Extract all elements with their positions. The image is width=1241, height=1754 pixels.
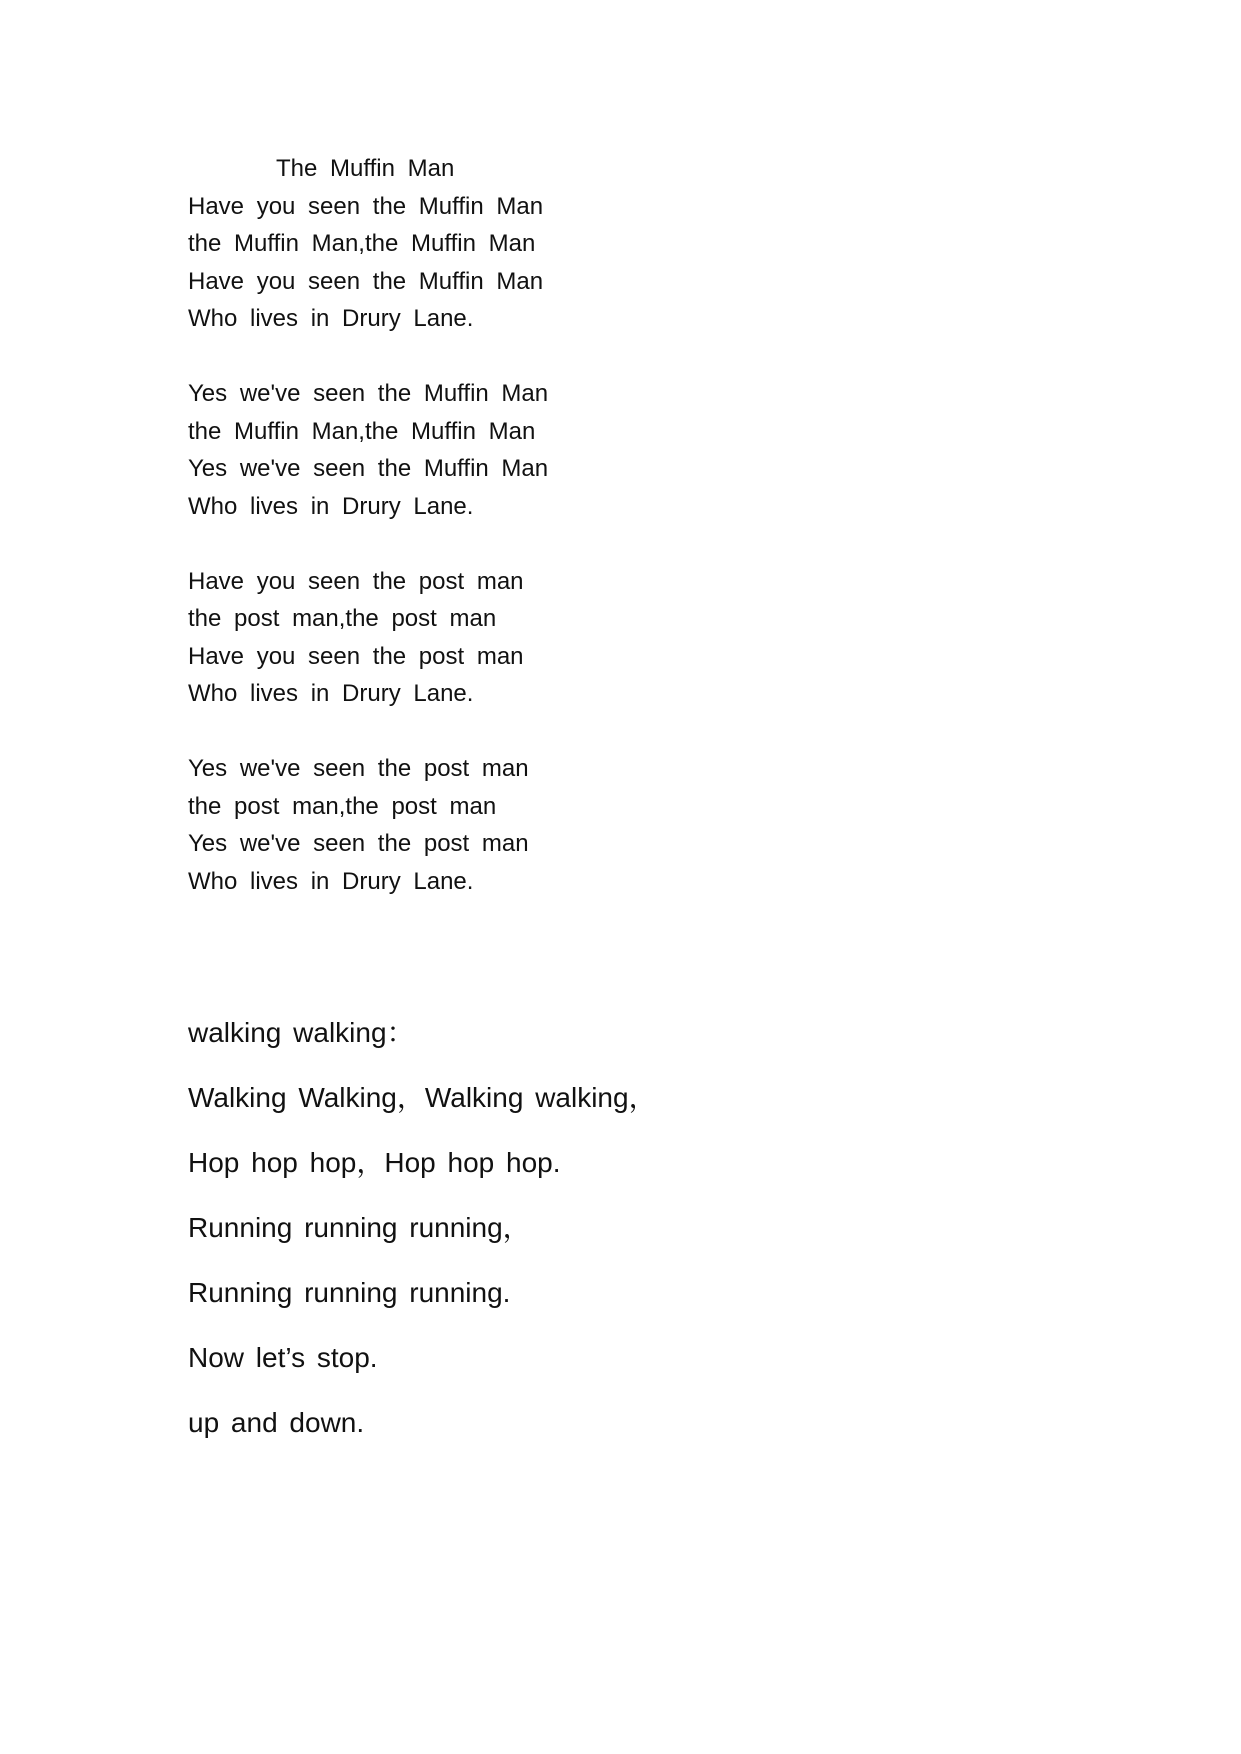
chant-line: up and down. — [188, 1407, 365, 1438]
stanza-1 — [188, 188, 888, 338]
chant-walking — [188, 1000, 988, 1455]
lyric-line: Who lives in Drury Lane. — [188, 680, 474, 707]
stanza-3 — [188, 563, 888, 713]
lyric-line: Yes we've seen the Muffin Man — [188, 380, 549, 407]
lyric-line: the post man,the post man — [188, 792, 497, 820]
chant-line: Now let’s stop. — [188, 1342, 378, 1373]
lyric-line: Yes we've seen the Muffin Man — [188, 455, 549, 482]
lyric-line: Yes we've seen the post man — [188, 830, 529, 857]
song-muffin-man — [188, 150, 888, 938]
lyric-line: Have you seen the Muffin Man — [188, 192, 544, 220]
chant-title: walking walking： — [188, 1017, 415, 1048]
lyric-line: the post man,the post man — [188, 605, 497, 632]
chant-line: Running running running， — [188, 1212, 531, 1243]
chant-line: Running running running. — [188, 1277, 511, 1308]
stanza-4 — [188, 750, 888, 900]
lyric-line: Have you seen the post man — [188, 567, 524, 595]
lyric-line: the Muffin Man,the Muffin Man — [188, 230, 536, 257]
chant-line: Walking Walking，Walking walking， — [188, 1082, 657, 1113]
lyric-line: Who lives in Drury Lane. — [188, 492, 474, 520]
lyric-line: Have you seen the post man — [188, 642, 524, 670]
stanza-2 — [188, 375, 888, 525]
lyric-line: the Muffin Man,the Muffin Man — [188, 417, 536, 445]
chant-line: Hop hop hop，Hop hop hop. — [188, 1147, 561, 1178]
lyric-line: Who lives in Drury Lane. — [188, 305, 474, 332]
song-title: The Muffin Man — [276, 155, 455, 182]
lyric-line: Who lives in Drury Lane. — [188, 867, 474, 895]
lyric-line: Yes we've seen the post man — [188, 755, 529, 782]
lyric-line: Have you seen the Muffin Man — [188, 267, 544, 295]
